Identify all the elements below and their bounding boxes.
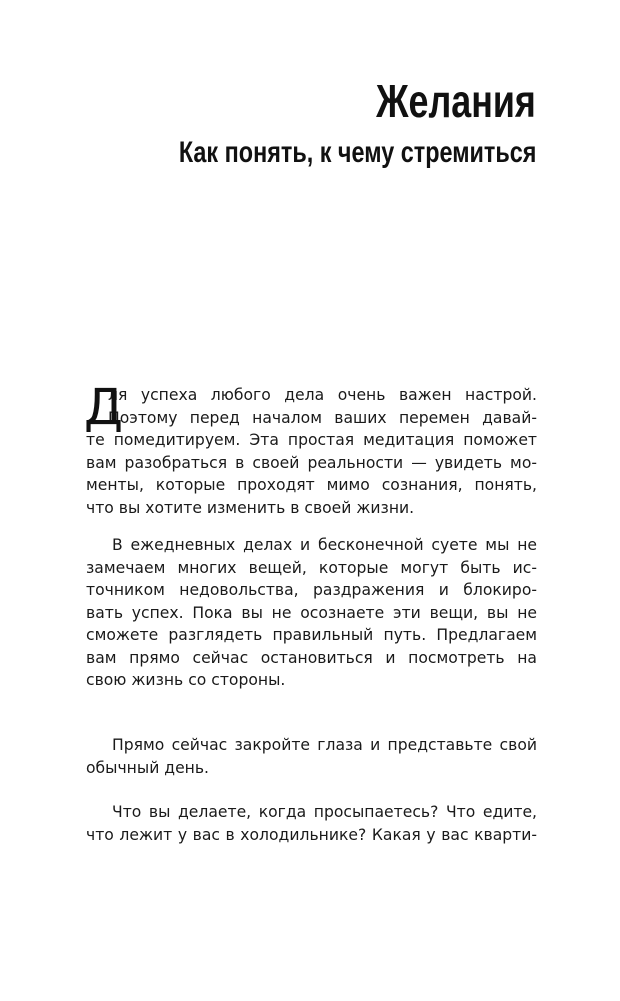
paragraph-4 bbox=[86, 801, 537, 846]
chapter-title: Желания bbox=[376, 75, 536, 127]
text-line: точником недовольства, раздражения и блокиро- bbox=[86, 581, 537, 599]
text-line: Поэтому перед началом ваших перемен давай- bbox=[108, 408, 537, 427]
paragraph-2 bbox=[86, 534, 537, 692]
text-line: замечаем многих вещей, которые могут быть ис- bbox=[86, 558, 537, 577]
text-line: Что вы делаете, когда просыпаетесь? Что едите, bbox=[112, 803, 537, 821]
text-line: что вы хотите изменить в своей жизни. bbox=[86, 498, 415, 517]
drop-cap: Д bbox=[84, 378, 124, 436]
paragraph-1 bbox=[84, 378, 537, 519]
text-line: вам прямо сейчас остановиться и посмотреть на bbox=[86, 648, 537, 667]
paragraph-3 bbox=[86, 734, 537, 779]
text-line: Прямо сейчас закройте глаза и представьте свой bbox=[112, 736, 537, 754]
text-line: В ежедневных делах и бесконечной суете мы не bbox=[112, 536, 537, 554]
text-line: те помедитируем. Эта простая медитация поможет bbox=[86, 431, 537, 449]
text-line: обычный день. bbox=[86, 758, 209, 777]
chapter-subtitle: Как понять, к чему стремиться bbox=[178, 136, 536, 169]
text-line: вам разобраться в своей реальности — увидеть мо- bbox=[86, 453, 537, 472]
text-line: свою жизнь со стороны. bbox=[86, 671, 286, 689]
text-line: ля успеха любого дела очень важен настрой. bbox=[108, 386, 537, 404]
text-line: что лежит у вас в холодильнике? Какая у вас кварти- bbox=[86, 825, 537, 844]
text-line: сможете разглядеть правильный путь. Предлагаем bbox=[86, 626, 537, 644]
text-line: вать успех. Пока вы не осознаете эти вещи, вы не bbox=[86, 603, 537, 622]
text-line: менты, которые проходят мимо сознания, понять, bbox=[86, 476, 537, 494]
